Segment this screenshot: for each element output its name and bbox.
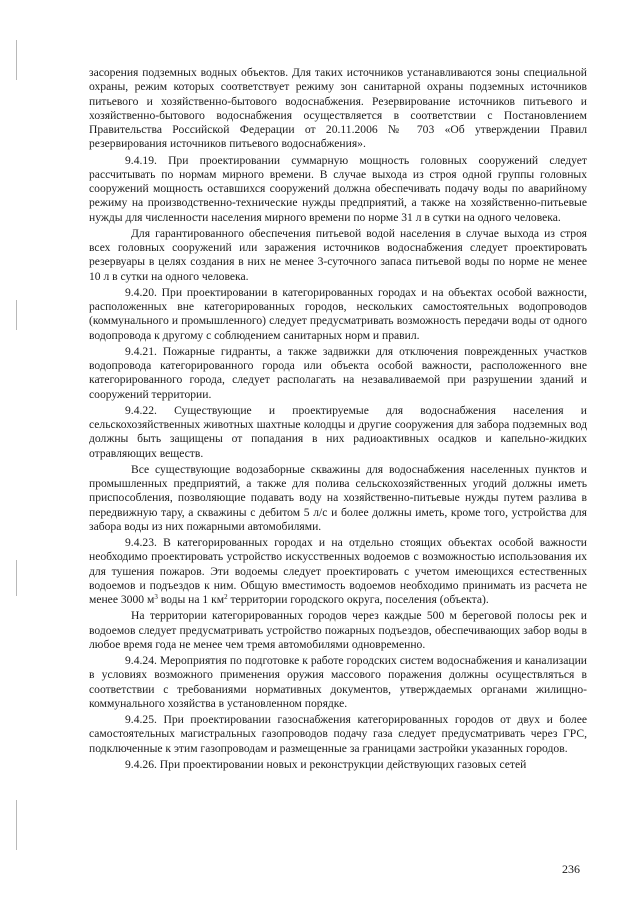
paragraph-text: территории городского округа, поселения (объекта).	[227, 593, 489, 606]
scan-margin-mark	[16, 560, 17, 596]
scan-margin-mark	[16, 300, 17, 330]
document-body	[89, 66, 587, 774]
paragraph: засорения подземных водных объектов. Для таких источников устанавливаются зоны специальной охраны, режим которых соответствует режиму зон санитарной охраны подземных источников питьевого и хозяйственно-бытового водоснабжения. Резервирование источников питьевого и хозяйственно-бытового водоснабжения осуществляется в соответствии с Постановлением Правительства Российской Федерации от 20.11.2006 № 703 «Об утверждении Правил резервирования источников питьевого водоснабжения».	[89, 66, 587, 151]
scan-margin-mark	[16, 40, 17, 80]
superscript: 3	[154, 593, 158, 601]
page-number: 236	[562, 862, 580, 876]
paragraph-9-4-19: 9.4.19. При проектировании суммарную мощность головных сооружений следует рассчитывать по нормам мирного времени. В случае выхода из строя одной группы головных сооружений мощность оставшихся сооружений должна обеспечивать подачу воды по аварийному режиму на производственно-технические нужды предприятий, а также на хозяйственно-питьевые нужды для численности населения мирного времени по норме 31 л в сутки на одного человека.	[89, 153, 587, 224]
paragraph: На территории категорированных городов через каждые 500 м береговой полосы рек и водоемов следует предусматривать устройство пожарных подъездов, обеспечивающих забор воды в любое время года не менее чем тремя автомобилями одновременно.	[89, 609, 587, 651]
paragraph-9-4-24: 9.4.24. Мероприятия по подготовке к работе городских систем водоснабжения и канализации в условиях возможного применения оружия массового поражения должны осуществляться в соответствии с требованиями нормативных документов, утверждаемых органами жилищно-коммунального хозяйства в установленном порядке.	[89, 654, 587, 710]
paragraph-9-4-23	[89, 536, 587, 607]
paragraph-text: воды на 1 км	[157, 593, 225, 606]
paragraph-9-4-20: 9.4.20. При проектировании в категорированных городах и на объектах особой важности, расположенных вне категорированных городов, нескольких самостоятельных водопроводов (коммунального и промышленного) следует предусматривать возможность передачи воды от одного водопровода к другому с соблюдением санитарных норм и правил.	[89, 285, 587, 342]
paragraph-text: 9.4.23. В категорированных городах и на отдельно стоящих объектах особой важности необходимо проектировать устройство искусственных водоемов с возможностью использования их для тушения пожаров. Эти водоемы следует проектировать с учетом имеющихся естественных водоемов и подъездов к ним. Общую вместимость водоемов необходимо принимать из расчета не менее 3000 м	[89, 536, 587, 606]
paragraph-9-4-25: 9.4.25. При проектировании газоснабжения категорированных городов от двух и более самостоятельных магистральных газопроводов подачу газа следует предусматривать через ГРС, подключенные к этим газопроводам и размещенные за границами застройки указанных городов.	[89, 713, 587, 755]
paragraph: Все существующие водозаборные скважины для водоснабжения населенных пунктов и промышленных предприятий, а также для полива сельскохозяйственных угодий должны иметь приспособления, позволяющие подавать воду на хозяйственно-питьевые нужды путем разлива в передвижную тару, а скважины с дебитом 5 л/с и более должны иметь, кроме того, устройства для забора воды из них пожарными автомобилями.	[89, 462, 587, 533]
paragraph-9-4-21: 9.4.21. Пожарные гидранты, а также задвижки для отключения поврежденных участков водопровода категорированного города или объекта особой важности, расположенного вне категорированного города, следует располагать на незаваливаемой при разрушении зданий и сооружений территории.	[89, 344, 587, 401]
paragraph-9-4-26: 9.4.26. При проектировании новых и реконструкции действующих газовых сетей	[125, 757, 527, 771]
paragraph-9-4-22: 9.4.22. Существующие и проектируемые для водоснабжения населения и сельскохозяйственных животных шахтные колодцы и другие сооружения для забора подземных вод должны быть защищены от попадания в них радиоактивных осадков и капельно-жидких отравляющих веществ.	[89, 403, 587, 460]
paragraph: Для гарантированного обеспечения питьевой водой населения в случае выхода из строя всех головных сооружений или заражения источников водоснабжения следует проектировать резервуары в целях создания в них не менее 3-суточного запаса питьевой воды по норме не менее 10 л в сутки на одного человека.	[89, 226, 587, 283]
superscript: 2	[224, 593, 228, 601]
scan-margin-mark	[16, 800, 17, 850]
